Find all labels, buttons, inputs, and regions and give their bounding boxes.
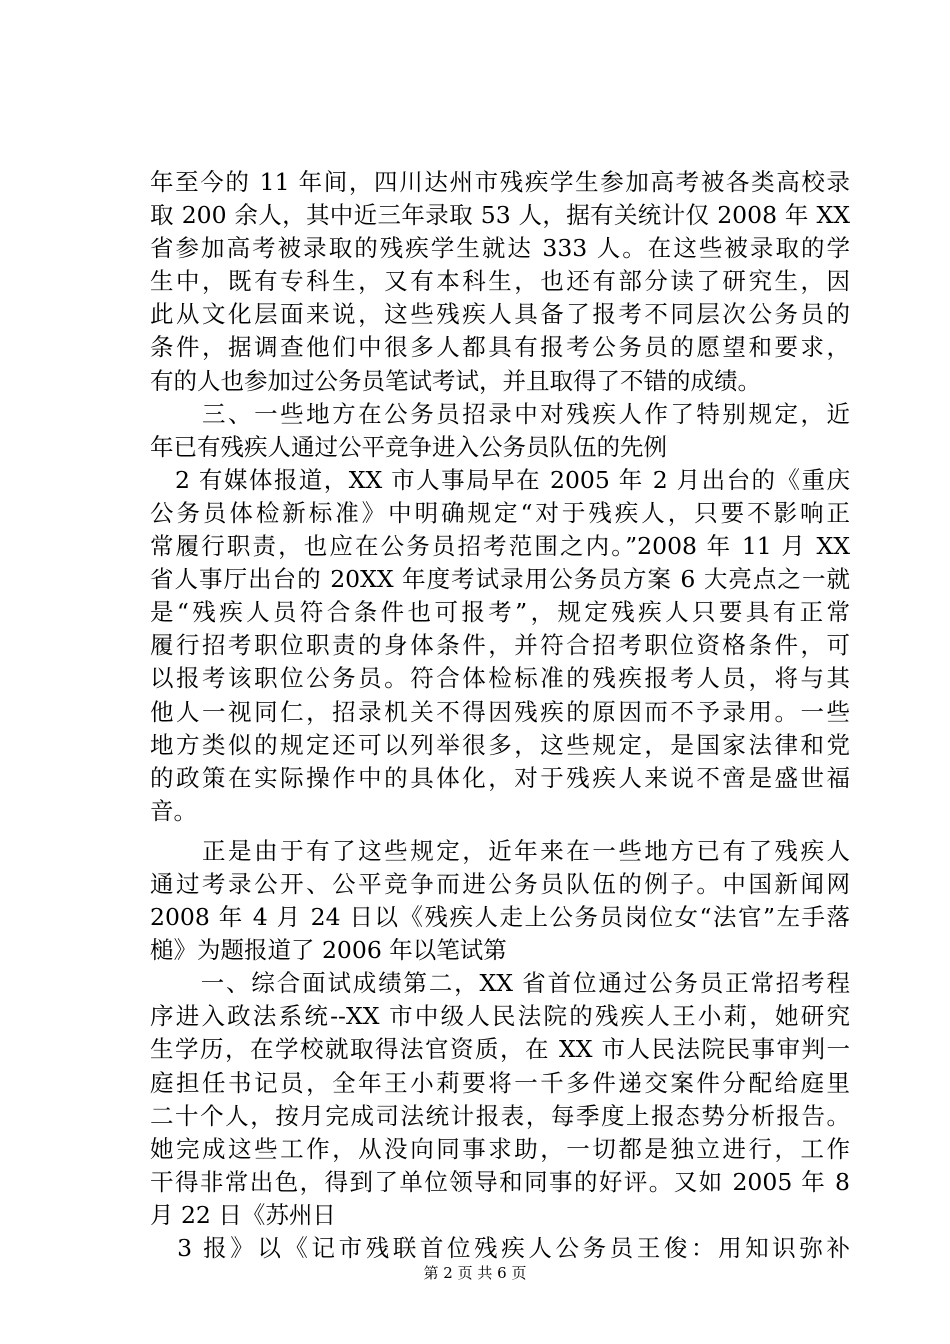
paragraph-gap <box>150 828 850 835</box>
text-line: 生中，既有专科生，又有本科生，也还有部分读了研究生，因 <box>150 267 850 296</box>
text-line: 以报考该职位公务员。符合体检标准的残疾报考人员，将与其 <box>150 664 850 693</box>
text-line: 年已有残疾人通过公平竞争进入公务员队伍的先例 <box>150 432 667 461</box>
text-line: 正是由于有了这些规定，近年来在一些地方已有了残疾人 <box>150 836 850 865</box>
text-line: 三、一些地方在公务员招录中对残疾人作了特别规定，近 <box>150 399 850 428</box>
text-line: 公务员体检新标准》中明确规定“对于残疾人，只要不影响正 <box>150 498 850 527</box>
text-line: 她完成这些工作，从没向同事求助，一切都是独立进行，工作 <box>150 1134 850 1163</box>
text-line: 一、综合面试成绩第二，XX 省首位通过公务员正常招考程 <box>150 969 850 998</box>
text-line: 省参加高考被录取的残疾学生就达 333 人。在这些被录取的学 <box>150 234 850 263</box>
text-line: 2008 年 4 月 24 日以《残疾人走上公务员岗位女“法官”左手落 <box>150 903 850 932</box>
text-line: 取 200 余人，其中近三年录取 53 人，据有关统计仅 2008 年 XX <box>150 201 850 230</box>
text-line: 此从文化层面来说，这些残疾人具备了报考不同层次公务员的 <box>150 300 850 329</box>
text-line: 3 报》以《记市残联首位残疾人公务员王俊：用知识弥补 <box>150 1234 850 1262</box>
text-line: 2 有媒体报道，XX 市人事局早在 2005 年 2 月出台的《重庆 <box>150 465 850 494</box>
text-line: 生学历，在学校就取得法官资质，在 XX 市人民法院民事审判一 <box>150 1035 850 1064</box>
page-footer: 第 2 页 共 6 页 <box>423 1264 527 1282</box>
text-line: 年至今的 11 年间，四川达州市残疾学生参加高考被各类高校录 <box>150 168 850 196</box>
text-line: 省人事厅出台的 20XX 年度考试录用公务员方案 6 大亮点之一就 <box>150 565 850 594</box>
text-line: 地方类似的规定还可以列举很多，这些规定，是国家法律和党 <box>150 730 850 759</box>
text-line: 常履行职责，也应在公务员招考范围之内。”2008 年 11 月 XX <box>150 532 850 561</box>
text-line: 条件，据调查他们中很多人都具有报考公务员的愿望和要求， <box>150 333 850 362</box>
body-text <box>150 166 850 1265</box>
text-line: 有的人也参加过公务员笔试考试，并且取得了不错的成绩。 <box>150 366 761 395</box>
text-line: 序进入政法系统--XX 市中级人民法院的残疾人王小莉，她研究 <box>150 1002 850 1031</box>
text-line: 通过考录公开、公平竞争而进公务员队伍的例子。中国新闻网 <box>150 869 850 898</box>
text-line: 的政策在实际操作中的具体化，对于残疾人来说不啻是盛世福 <box>150 763 850 792</box>
text-line: 履行招考职位职责的身体条件，并符合招考职位资格条件，可 <box>150 631 850 660</box>
text-line: 干得非常出色，得到了单位领导和同事的好评。又如 2005 年 8 <box>150 1167 850 1196</box>
text-line: 是“残疾人员符合条件也可报考”，规定残疾人只要具有正常 <box>150 598 850 627</box>
text-line: 二十个人，按月完成司法统计报表，每季度上报态势分析报告。 <box>150 1101 850 1130</box>
text-line: 音。 <box>150 796 197 825</box>
text-line: 庭担任书记员，全年王小莉要将一千多件递交案件分配给庭里 <box>150 1068 850 1097</box>
text-line: 月 22 日《苏州日 <box>150 1200 336 1229</box>
text-line: 槌》为题报道了 2006 年以笔试第 <box>150 936 507 965</box>
text-line: 他人一视同仁，招录机关不得因残疾的原因而不予录用。一些 <box>150 697 850 726</box>
